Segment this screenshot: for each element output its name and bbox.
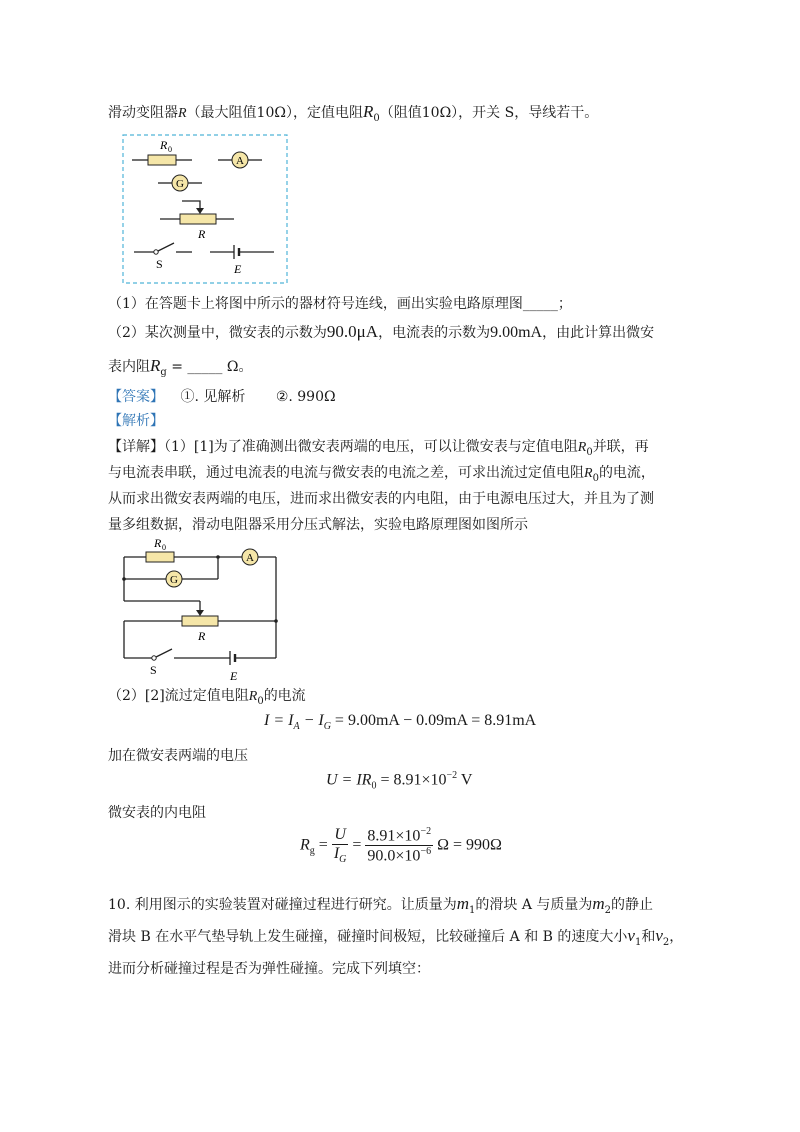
equation-voltage (326, 770, 472, 792)
equation-current (264, 712, 536, 732)
rg-sub: g (160, 366, 167, 378)
part2-line-1 (108, 686, 306, 712)
circuit-r0-label: R (154, 536, 162, 550)
q10-text-2c: ， (669, 929, 684, 945)
q2-text-4: 表内阻 (108, 359, 150, 375)
q10-text-2b: 和 (641, 929, 656, 945)
detail-r0-sub-2: 0 (592, 472, 599, 484)
detail-tag: 【详解】 (108, 439, 164, 455)
q10-line-2 (108, 926, 683, 953)
component-diagram (122, 134, 288, 284)
r0-symbol: R (362, 102, 374, 121)
detail-line-2 (108, 463, 655, 489)
eq1-sub-g: G (323, 721, 331, 733)
galvanometer (158, 175, 202, 191)
r0-sub: 0 (373, 112, 380, 124)
detail-r0-sub: 0 (586, 446, 593, 458)
q10-line-1 (108, 894, 653, 921)
eq3-rg-sub: g (309, 845, 315, 857)
q10-v2: v (655, 926, 663, 945)
intro-text-1: 滑动变阻器 (108, 105, 178, 121)
detail-line-3: 从而求出微安表两端的电压，进而求出微安表的内电阻，由于电源电压过大，并且为了测 (108, 491, 654, 507)
eq2-part-2: = 8.91×10 (376, 771, 447, 789)
switch-label: S (156, 257, 163, 271)
q2-text-3: ，由此计算出微安 (542, 325, 655, 341)
circuit-switch-label: S (150, 663, 157, 677)
detail-text-1b: 并联，再 (592, 439, 649, 455)
analysis-tag: 【解析】 (108, 413, 164, 429)
part2-text-1a: （2）[2]流过定值电阻 (108, 688, 249, 704)
circuit-rheostat (182, 616, 218, 626)
detail-r0-symbol-2: R (584, 466, 593, 481)
part2-r0-symbol: R (248, 689, 258, 704)
circuit-battery-label: E (230, 669, 238, 683)
detail-text-1a: （1）[1]为了准确测出微安表两端的电压，可以让微安表与定值电阻 (164, 439, 578, 455)
intro-text-3: （阻值10Ω），开关 S，导线若干。 (379, 105, 599, 121)
eq2-exp: −2 (446, 770, 458, 781)
detail-r0-symbol: R (577, 440, 587, 455)
eq3-den-2-exp: −6 (420, 846, 432, 858)
q2-value-1: 90.0μA (326, 322, 379, 341)
q10-m1: m (456, 894, 469, 913)
eq3-rg: R (300, 836, 310, 854)
part2-line-3: 微安表的内电阻 (108, 805, 206, 821)
eq3-den-1: I (333, 845, 340, 863)
q10-v1-sub: 1 (634, 936, 642, 948)
rheostat (160, 201, 234, 241)
eq2-sub: 0 (371, 780, 377, 792)
eq2-unit: V (457, 771, 473, 789)
eq2-part-1: U = IR (326, 771, 372, 789)
q10-line-3: 进而分析碰撞过程是否为弹性碰撞。完成下列填空： (108, 961, 430, 977)
answer-tag: 【答案】 (108, 389, 164, 405)
q10-text-1b: 的滑块 A 与质量为 (475, 897, 593, 913)
rg-symbol: R (150, 356, 161, 375)
battery (210, 245, 274, 276)
circuit-r0 (146, 552, 174, 562)
r0-label-sub: 0 (168, 145, 172, 154)
q10-v1: v (627, 926, 635, 945)
eq3-fraction-1 (332, 826, 349, 865)
q2-text-1: （2）某次测量中，微安表的示数为 (108, 325, 327, 341)
circuit-diagram (112, 534, 292, 686)
resistor-r0 (132, 138, 192, 165)
eq3-num-1: U (332, 826, 349, 845)
r0-label: R (160, 138, 168, 152)
detail-line-4: 量多组数据，滑动电阻器采用分压式解法，实验电路原理图如图所示 (108, 517, 528, 533)
q2-value-2: 9.00mA (490, 324, 543, 341)
circuit-rheostat-label: R (198, 629, 206, 643)
question-2-line-2 (108, 356, 253, 383)
q10-m2-sub: 2 (604, 904, 612, 916)
q2-text-5: = _____ Ω。 (166, 359, 253, 375)
q10-text-1a: 10. 利用图示的实验装置对碰撞过程进行研究。让质量为 (108, 897, 457, 913)
eq3-result: Ω = 990Ω (437, 836, 502, 854)
circuit-ammeter-label: A (246, 552, 254, 564)
eq3-den-1-sub: G (339, 854, 347, 866)
q10-text-1c: 的静止 (611, 897, 654, 913)
question-1: （1）在答题卡上将图中所示的器材符号连线，画出实验电路原理图_____； (108, 296, 572, 312)
circuit-switch (152, 656, 156, 660)
answer-line (108, 387, 336, 407)
rheostat-label: R (198, 227, 206, 241)
q10-m2: m (592, 894, 605, 913)
answer-1: ①. 见解析 (180, 389, 246, 405)
eq3-fraction-2 (365, 826, 433, 866)
detail-line-1 (108, 437, 649, 463)
eq3-num-2: 8.91×10 (367, 827, 421, 845)
part2-line-2: 加在微安表两端的电压 (108, 748, 248, 764)
intro-line (108, 102, 598, 129)
eq1-part-1: I = I (264, 712, 294, 729)
q10-text-2a: 滑块 B 在水平气垫导轨上发生碰撞，碰撞时间极短，比较碰撞后 A 和 B 的速度大小 (108, 929, 628, 945)
part2-text-1b: 的电流 (263, 688, 306, 704)
eq3-num-2-exp: −2 (420, 826, 432, 837)
eq1-part-3: = 9.00mA − 0.09mA = 8.91mA (330, 712, 537, 729)
q10-m1-sub: 1 (469, 904, 476, 916)
eq1-sub-a: A (293, 721, 300, 733)
eq1-part-2: − I (299, 712, 324, 729)
detail-text-2a: 与电流表串联，通过电流表的电流与微安表的电流之差，可求出流过定值电阻 (108, 465, 584, 481)
switch (134, 243, 192, 271)
equation-resistance: $R_g$ = $\frac{U}{I_G}$ = $\frac{8.91\times 10^{-2}}{90.0\times 10^{-6}}$ Ω = 990Ω (300, 826, 502, 866)
q2-text-2: ，电流表的示数为 (378, 325, 491, 341)
ammeter-label: A (236, 155, 244, 167)
q10-v2-sub: 2 (662, 936, 670, 948)
question-2-line-1 (108, 322, 654, 343)
ammeter (218, 152, 262, 168)
circuit-galvanometer-label: G (170, 574, 178, 586)
eq3-den-2: 90.0×10 (367, 847, 421, 865)
answer-2: ②. 990Ω (275, 389, 336, 405)
detail-text-2b: 的电流， (598, 465, 655, 481)
circuit-r0-label-sub: 0 (162, 543, 166, 552)
intro-text-2: （最大阻值10Ω），定值电阻 (186, 105, 363, 121)
galvanometer-label: G (176, 178, 184, 190)
rheostat-symbol: R (178, 106, 187, 121)
part2-r0-sub: 0 (257, 695, 264, 707)
battery-label: E (234, 262, 242, 276)
